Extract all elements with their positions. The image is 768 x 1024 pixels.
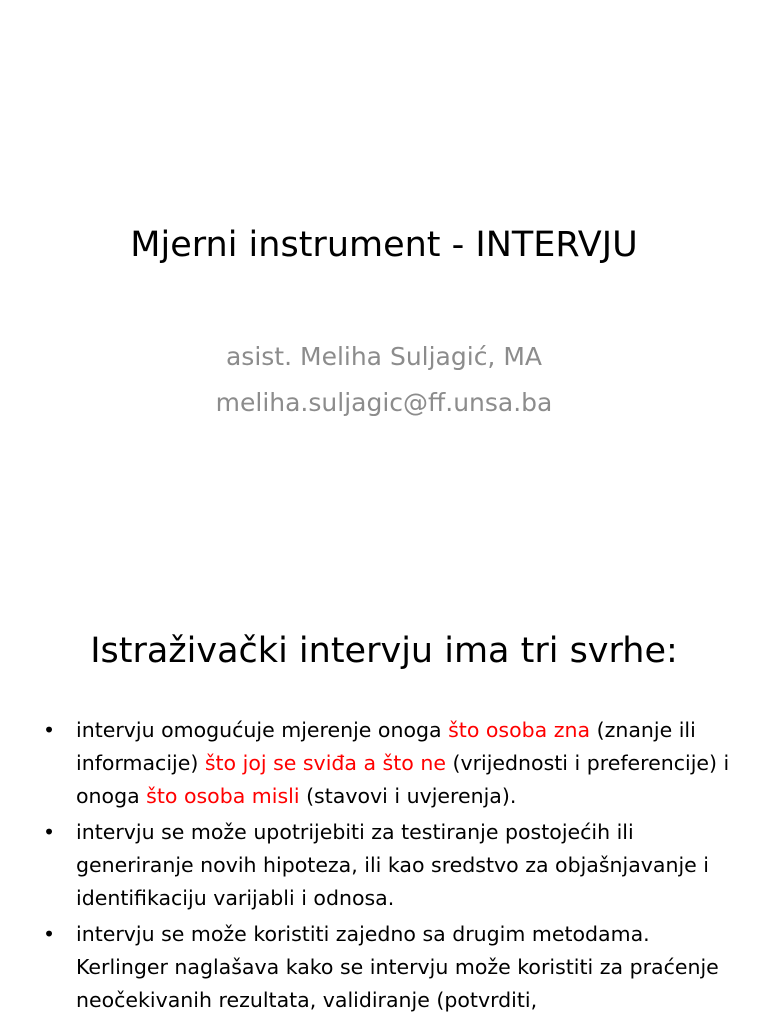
bullet-text: (znanje ili informacije) — [76, 718, 696, 775]
bullet-marker: • — [43, 820, 56, 844]
content-slide — [0, 576, 768, 1024]
slide-title: Mjerni instrument - INTERVJU — [130, 225, 638, 265]
slide-title: Istraživački intervju ima tri svrhe: — [90, 631, 678, 671]
bullet-text: intervju se može koristiti zajedno sa drugim metodama. Kerlinger naglašava kako se intervju može koristiti za praćenje neočekivanih rezultata, validiranje (potvrditi, — [76, 922, 719, 1012]
bullet-text: intervju omogućuje mjerenje onoga — [76, 718, 449, 742]
highlight-text: što osoba misli — [146, 784, 300, 808]
slide-subtitle — [0, 334, 768, 426]
author-email: meliha.suljagic@ff.unsa.ba — [215, 388, 553, 417]
highlight-text: što joj se sviđa a što ne — [204, 751, 446, 775]
bullet-text: (stavovi i uvjerenja). — [299, 784, 517, 808]
highlight-text: što osoba zna — [448, 718, 591, 742]
bullet-text: intervju se može upotrijebiti za testiranje postojećih ili generiranje novih hipoteza, ili kao sredstvo za objašnjavanje i identifikaciju varijabli i odnosa. — [76, 820, 709, 910]
bullet-marker: • — [43, 922, 56, 946]
author-name: asist. Meliha Suljagić, MA — [225, 342, 542, 371]
bullet-text: (vrijednosti i preferencije) i onoga — [76, 751, 730, 808]
bullet-item — [40, 918, 730, 1017]
bullet-list — [40, 714, 730, 1020]
bullet-item — [40, 714, 730, 813]
bullet-marker: • — [43, 718, 56, 742]
bullet-item — [40, 816, 730, 915]
